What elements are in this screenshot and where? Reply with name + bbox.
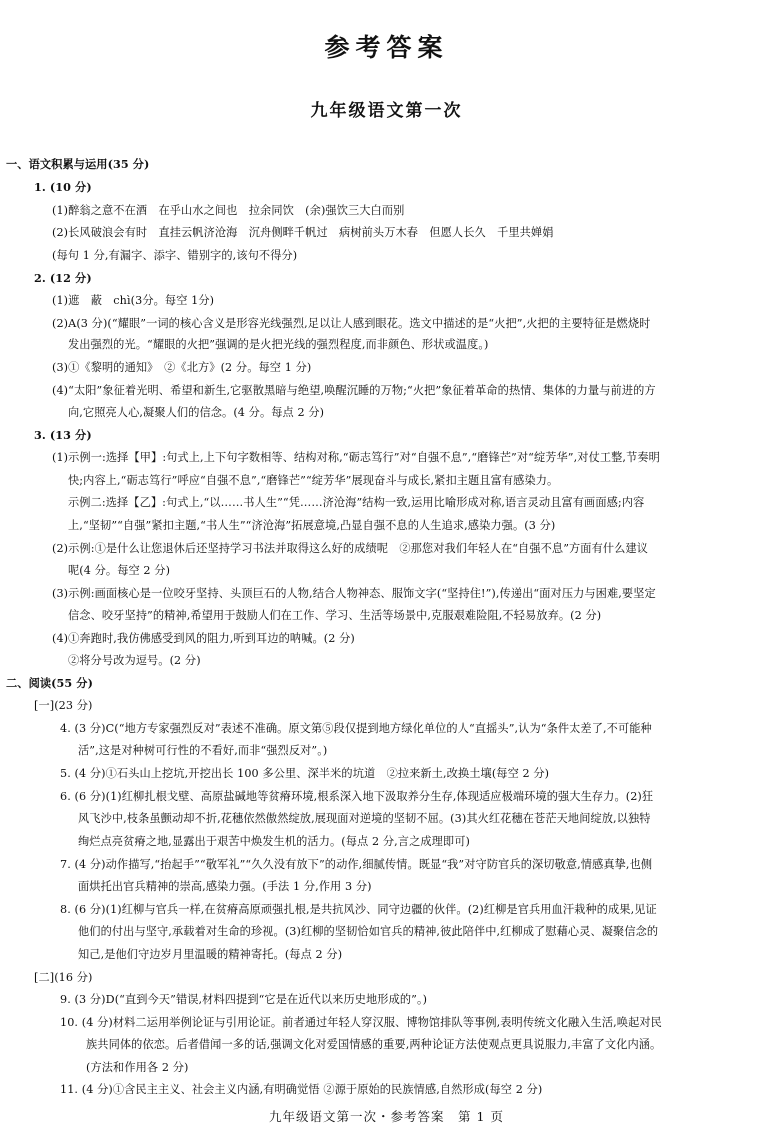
answer-line: 信念、咬牙坚持”的精神,希望用于鼓励人们在工作、学习、生活等场景中,克服艰难险阻,不轻易放弃。(2 分) xyxy=(68,609,602,622)
answer-line: 面烘托出官兵精神的崇高,感染力强。(手法 1 分,作用 3 分) xyxy=(78,880,372,893)
answer-line: (1)醉翁之意不在酒 在乎山水之间也 拉余同饮 (余)强饮三大白而别 xyxy=(52,204,405,217)
question-3-heading: 3. (13 分) xyxy=(34,428,92,442)
answer-line: (2)A(3 分)(“耀眼”一词的核心含义是形容光线强烈,足以让人感到眼花。选文中描述的是“火把”,火把的主要特征是燃烧时 xyxy=(52,317,651,330)
answer-line: 他们的付出与坚守,承载着对生命的珍视。(3)红柳的坚韧恰如官兵的精神,彼此陪伴中,红柳成了慰藉心灵、凝聚信念的 xyxy=(78,925,659,938)
answer-line: 上,“坚韧”“自强”紧扣主题,“书人生”“济沧海”拓展意境,凸显自强不息的人生追求,感染力强。(3 分) xyxy=(68,519,556,532)
answer-line: ②将分号改为逗号。(2 分) xyxy=(68,654,201,667)
answer-line: 4. (3 分)C(“地方专家强烈反对”表述不准确。原文第⑤段仅提到地方绿化单位的人“直摇头”,认为“条件太差了,不可能种 xyxy=(60,722,652,735)
answer-line: (2)长风破浪会有时 直挂云帆济沧海 沉舟侧畔千帆过 病树前头万木春 但愿人长久 千里共婵娟 xyxy=(52,226,554,239)
answer-line: 6. (6 分)(1)红柳扎根戈壁、高原盐碱地等贫瘠环境,根系深入地下汲取养分生存,体现适应极端环境的强大生存力。(2)狂 xyxy=(60,790,654,803)
answer-line: 活”,这是对种树可行性的不看好,而非“强烈反对”。) xyxy=(78,744,328,757)
answer-line: (3)示例:画面核心是一位咬牙坚持、头顶巨石的人物,结合人物神态、服饰文字(“坚持住!”),传递出“面对压力与困难,要坚定 xyxy=(52,587,656,600)
answer-line: (4)“太阳”象征着光明、希望和新生,它驱散黑暗与绝望,唤醒沉睡的万物;“火把”象征着革命的热情、集体的力量与前进的方 xyxy=(52,384,656,397)
answer-line: 8. (6 分)(1)红柳与官兵一样,在贫瘠高原顽强扎根,是共抗风沙、同守边疆的伙伴。(2)红柳是官兵用血汗栽种的成果,见证 xyxy=(60,903,657,916)
passage-heading-1: [一](23 分) xyxy=(34,699,93,712)
answer-line: 10. (4 分)材料二运用举例论证与引用论证。前者通过年轻人穿汉服、博物馆排队等事例,表明传统文化融入生活,唤起对民 xyxy=(60,1016,662,1029)
answer-line: 知己,是他们守边岁月里温暖的精神寄托。(每点 2 分) xyxy=(78,948,343,961)
answer-line: (2)示例:①是什么让您退休后还坚持学习书法并取得这么好的成绩呢 ②那您对我们年轻人在“自强不息”方面有什么建议 xyxy=(52,542,649,555)
answer-line: 呢(4 分。每空 2 分) xyxy=(68,564,171,577)
answer-line: 快;内容上,“砺志笃行”呼应“自强不息”,“磨锋芒”“绽芳华”展现奋斗与成长,紧扣主题且富有感染力。 xyxy=(68,474,559,487)
page-title: 参考答案 xyxy=(324,33,449,62)
answer-line: (方法和作用各 2 分) xyxy=(86,1061,189,1074)
answer-line: (4)①奔跑时,我仿佛感受到风的阻力,听到耳边的呐喊。(2 分) xyxy=(52,632,355,645)
page-subtitle: 九年级语文第一次 xyxy=(310,101,463,121)
answer-line: (1)示例一:选择【甲】:句式上,上下句字数相等、结构对称,“砺志笃行”对“自强不息”,“磨锋芒”对“绽芳华”,对仗工整,节奏明 xyxy=(52,451,660,464)
page-footer: 九年级语文第一次・参考答案 第 1 页 xyxy=(269,1109,504,1124)
section-heading-1: 一、语文积累与运用(35 分) xyxy=(6,157,150,171)
answer-line: 绚烂点亮贫瘠之地,显露出于艰苦中焕发生机的活力。(每点 2 分,言之成理即可) xyxy=(78,835,470,848)
answer-line: 风飞沙中,枝条虽颤动却不折,花穗依然傲然绽放,展现面对逆境的坚韧不屈。(3)其火红花穗在苍茫天地间绽放,以独特 xyxy=(78,812,651,825)
answer-line: 7. (4 分)动作描写,“抬起手”“敬军礼”“久久没有放下”的动作,细腻传情。既显“我”对守防官兵的深切敬意,情感真挚,也侧 xyxy=(60,858,653,871)
answer-line: 向,它照亮人心,凝聚人们的信念。(4 分。每点 2 分) xyxy=(68,406,325,419)
answer-line: (3)①《黎明的通知》 ②《北方》(2 分。每空 1 分) xyxy=(52,361,312,374)
answer-line: (1)遮 蔽 chì(3分。每空 1分) xyxy=(52,294,215,307)
answer-line: 族共同体的依恋。后者借闻一多的话,强调文化对爱国情感的重要,两种论证方法使观点更具说服力,丰富了文化内涵。 xyxy=(86,1038,662,1051)
answer-line: (每句 1 分,有漏字、添字、错别字的,该句不得分) xyxy=(52,249,298,262)
question-2-heading: 2. (12 分) xyxy=(34,271,92,285)
answer-line: 示例二:选择【乙】:句式上,“以……书人生”“凭……济沧海”结构一致,运用比喻形成对称,语言灵动且富有画面感;内容 xyxy=(68,496,645,509)
question-1-heading: 1. (10 分) xyxy=(34,180,92,194)
passage-heading-2: [二](16 分) xyxy=(34,971,93,984)
answer-line: 发出强烈的光。“耀眼的火把”强调的是火把光线的强烈程度,而非颜色、形状或温度。) xyxy=(68,338,489,351)
answer-line: 9. (3 分)D(“直到今天”错误,材料四提到“它是在近代以来历史地形成的”。) xyxy=(60,993,428,1006)
section-heading-2: 二、阅读(55 分) xyxy=(6,676,93,690)
answer-line: 11. (4 分)①含民主主义、社会主义内涵,有明确觉悟 ②源于原始的民族情感,自然形成(每空 2 分) xyxy=(60,1083,543,1096)
answer-line: 5. (4 分)①石头山上挖坑,开挖出长 100 多公里、深半米的坑道 ②拉来新土,改换土壤(每空 2 分) xyxy=(60,767,550,780)
